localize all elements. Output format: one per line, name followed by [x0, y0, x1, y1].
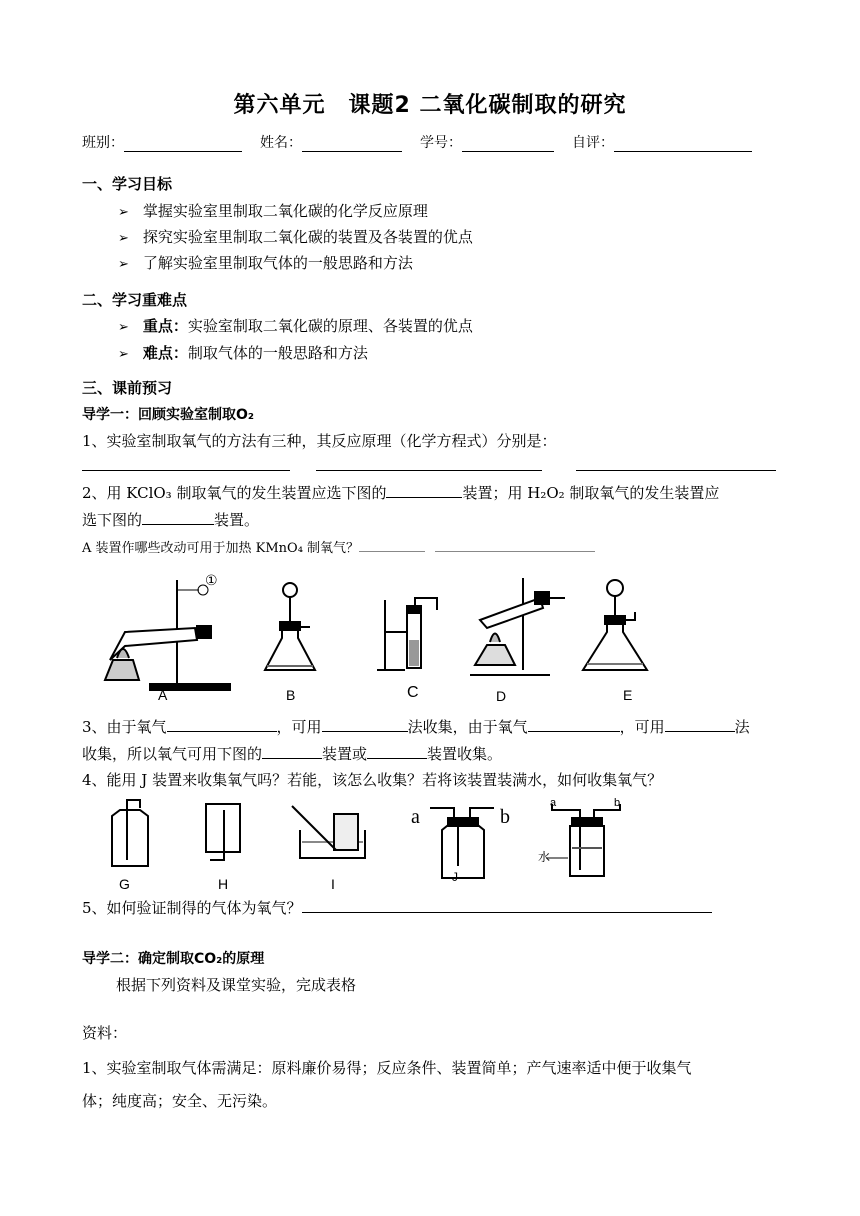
- id-label: 学号：: [420, 135, 462, 151]
- question-5: 5、如何验证制得的气体为氧气？: [82, 897, 712, 918]
- question-2-line1: 2、用 KClO₃ 制取氧气的发生装置应选下图的 装置；用 H₂O₂ 制取氧气的发生装置应: [82, 484, 720, 502]
- collector-j-icon: [430, 808, 494, 878]
- fig-label-e: E: [623, 687, 633, 703]
- section2-heading: 二、学习重难点: [82, 291, 188, 309]
- guide2-intro: 根据下列资料及课堂实验，完成表格: [116, 976, 357, 994]
- arrow-bullet-icon: ➢: [118, 257, 129, 272]
- self-eval-label: 自评：: [572, 135, 614, 151]
- self-eval-blank[interactable]: [614, 137, 752, 152]
- fig-label-h: H: [218, 876, 229, 892]
- arrow-bullet-icon: ➢: [118, 231, 129, 246]
- answer-blank[interactable]: [359, 539, 425, 552]
- goal-item: ➢ 了解实验室里制取气体的一般思路和方法: [118, 254, 413, 272]
- material-1-line2: 体；纯度高；安全、无污染。: [82, 1092, 278, 1110]
- question-2-line3: A 装置作哪些改动可用于加热 KMnO₄ 制氧气？: [82, 537, 595, 556]
- collector-h-icon: [206, 804, 240, 860]
- water-label: 水: [538, 850, 551, 864]
- material-label: 资料：: [82, 1024, 128, 1042]
- collector-apparatus-figure: [100, 796, 660, 886]
- answer-blank[interactable]: [82, 470, 290, 471]
- class-blank[interactable]: [124, 137, 242, 152]
- answer-blank[interactable]: [528, 717, 620, 732]
- student-info-row: [82, 132, 752, 152]
- section3-heading: 三、课前预习: [82, 379, 173, 397]
- question-4: 4、能用 J 装置来收集氧气吗？若能，该怎么收集？若将该装置装满水，如何收集氧气？: [82, 771, 663, 789]
- difficult-point-item: ➢ 难点：制取气体的一般思路和方法: [118, 344, 368, 362]
- answer-blank[interactable]: [367, 744, 427, 759]
- answer-blank[interactable]: [142, 510, 214, 525]
- apparatus-a-icon: [105, 580, 230, 690]
- answer-blank[interactable]: [262, 744, 322, 759]
- arrow-bullet-icon: ➢: [118, 205, 129, 220]
- fig-label-g: G: [119, 876, 130, 892]
- goal-item: ➢ 掌握实验室里制取二氧化碳的化学反应原理: [118, 202, 428, 220]
- answer-blank[interactable]: [302, 898, 712, 913]
- apparatus-b-icon: [265, 583, 315, 670]
- material-1-line1: 1、实验室制取气体需满足：原料廉价易得；反应条件、装置简单；产气速率适中便于收集气: [82, 1059, 692, 1077]
- port-a-label: a: [411, 806, 420, 828]
- fig-label-c: C: [407, 684, 419, 701]
- port-b-small-label: b: [614, 797, 621, 809]
- fig-label-d: D: [496, 688, 507, 704]
- goal-item: ➢ 探究实验室里制取二氧化碳的装置及各装置的优点: [118, 228, 473, 246]
- fig-label-j: J: [452, 870, 458, 884]
- question-3-line2: 收集，所以氧气可用下图的 装置或 装置收集。: [82, 745, 503, 763]
- generator-apparatus-figure: [95, 570, 665, 710]
- apparatus-d-icon: [470, 578, 565, 675]
- name-blank[interactable]: [302, 137, 402, 152]
- answer-blank[interactable]: [316, 470, 542, 471]
- fig-label-a: A: [158, 687, 168, 703]
- arrow-bullet-icon: ➢: [118, 347, 129, 362]
- guide2-heading: 导学二：确定制取CO₂的原理: [82, 951, 265, 967]
- arrow-bullet-icon: ➢: [118, 320, 129, 335]
- section1-heading: 一、学习目标: [82, 175, 173, 193]
- answer-blank[interactable]: [435, 539, 595, 552]
- question-1: 1、实验室制取氧气的方法有三种，其反应原理（化学方程式）分别是：: [82, 432, 557, 450]
- water-bottle-icon: [546, 804, 620, 876]
- collector-g-icon: [112, 800, 148, 866]
- class-label: 班别：: [82, 135, 124, 151]
- answer-blank[interactable]: [576, 470, 776, 471]
- apparatus-e-icon: [583, 580, 647, 670]
- answer-blank[interactable]: [665, 717, 735, 732]
- fig-label-b: B: [286, 687, 296, 703]
- answer-blank[interactable]: [322, 717, 408, 732]
- answer-blank[interactable]: [386, 483, 462, 498]
- apparatus-c-icon: [377, 598, 437, 670]
- answer-blank[interactable]: [167, 717, 277, 732]
- fig-marker: ①: [205, 572, 218, 588]
- collector-i-icon: [292, 806, 365, 858]
- name-label: 姓名：: [260, 135, 302, 151]
- guide1-heading: 导学一：回顾实验室制取O₂: [82, 407, 255, 423]
- key-point-item: ➢ 重点：实验室制取二氧化碳的原理、各装置的优点: [118, 317, 473, 335]
- question-3-line1: 3、由于氧气 ，可用 法收集，由于氧气 ，可用 法: [82, 718, 750, 736]
- port-a-small-label: a: [550, 797, 557, 809]
- page-title: 第六单元 课题2 二氧化碳制取的研究: [233, 93, 627, 118]
- id-blank[interactable]: [462, 137, 554, 152]
- port-b-label: b: [500, 806, 510, 828]
- question-2-line2: 选下图的 装置。: [82, 511, 260, 529]
- fig-label-i: I: [331, 876, 335, 892]
